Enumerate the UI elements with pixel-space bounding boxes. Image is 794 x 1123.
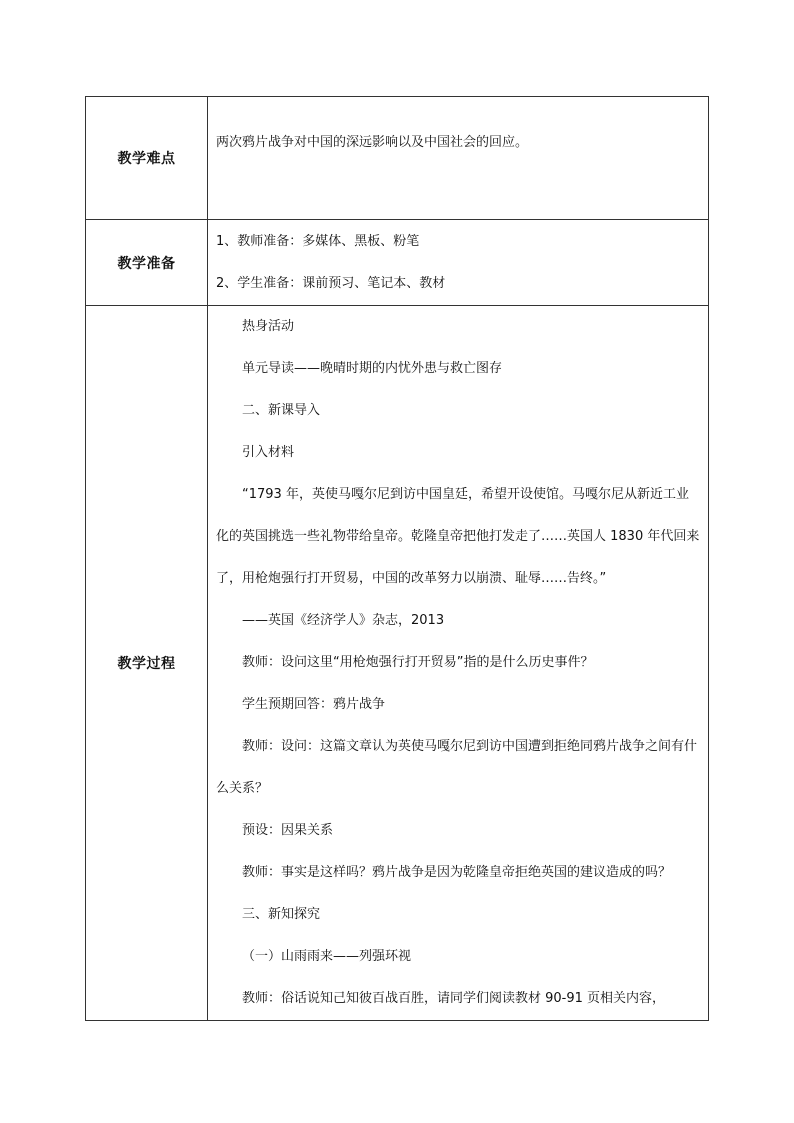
process-quote-paragraph: “1793 年，英使马嘎尔尼到访中国皇廷，希望开设使馆。马嘎尔尼从新近工业化的英国挑选一些礼物带给皇帝。乾隆皇帝把他打发走了……英国人 1830 年代回来了，用枪炮强行打开贸易，中国的改革努力以崩溃、耻辱……告终。”: [216, 487, 700, 586]
row-content-cell: [208, 220, 709, 306]
row-label-process: 教学过程: [117, 656, 176, 672]
process-paragraph: 热身活动: [242, 319, 295, 334]
process-paragraph: （一）山雨雨来——列强环视: [242, 949, 412, 964]
student-preparation-text: 2、学生准备：课前预习、笔记本、教材: [216, 276, 446, 291]
process-paragraph: ——英国《经济学人》杂志，2013: [242, 613, 445, 628]
process-paragraph: 教师：设问这里“用枪炮强行打开贸易”指的是什么历史事件？: [242, 655, 594, 670]
process-paragraph: 学生预期回答：鸦片战争: [242, 697, 386, 712]
row-content-cell: [208, 306, 709, 1021]
process-paragraph: 教师：事实是这样吗？鸦片战争是因为乾隆皇帝拒绝英国的建议造成的吗？: [242, 865, 672, 880]
process-paragraph: 教师：俗话说知己知彼百战百胜，请同学们阅读教材 90-91 页相关内容，: [242, 991, 666, 1006]
teacher-preparation-text: 1、教师准备：多媒体、黑板、粉笔: [216, 234, 420, 249]
row-label-cell: [86, 97, 208, 220]
process-paragraph: 三、新知探究: [242, 907, 321, 922]
process-paragraph: 引入材料: [242, 445, 295, 460]
process-paragraph: 单元导读——晚晴时期的内忧外患与救亡图存: [242, 361, 503, 376]
table-row: [86, 97, 709, 220]
row-label-cell: [86, 220, 208, 306]
row-label-difficulty: 教学难点: [117, 151, 176, 167]
process-paragraph: 二、新课导入: [242, 403, 321, 418]
process-paragraph: 预设：因果关系: [242, 823, 334, 838]
table-row: [86, 220, 709, 306]
lesson-plan-table: [85, 96, 709, 1021]
row-content-cell: [208, 97, 709, 220]
difficulty-text: 两次鸦片战争对中国的深远影响以及中国社会的回应。: [216, 135, 529, 150]
process-paragraph: 教师：设问：这篇文章认为英使马嘎尔尼到访中国遭到拒绝同鸦片战争之间有什么关系？: [216, 739, 698, 796]
row-label-cell: [86, 306, 208, 1021]
row-label-preparation: 教学准备: [117, 255, 176, 272]
table-row: [86, 306, 709, 1021]
